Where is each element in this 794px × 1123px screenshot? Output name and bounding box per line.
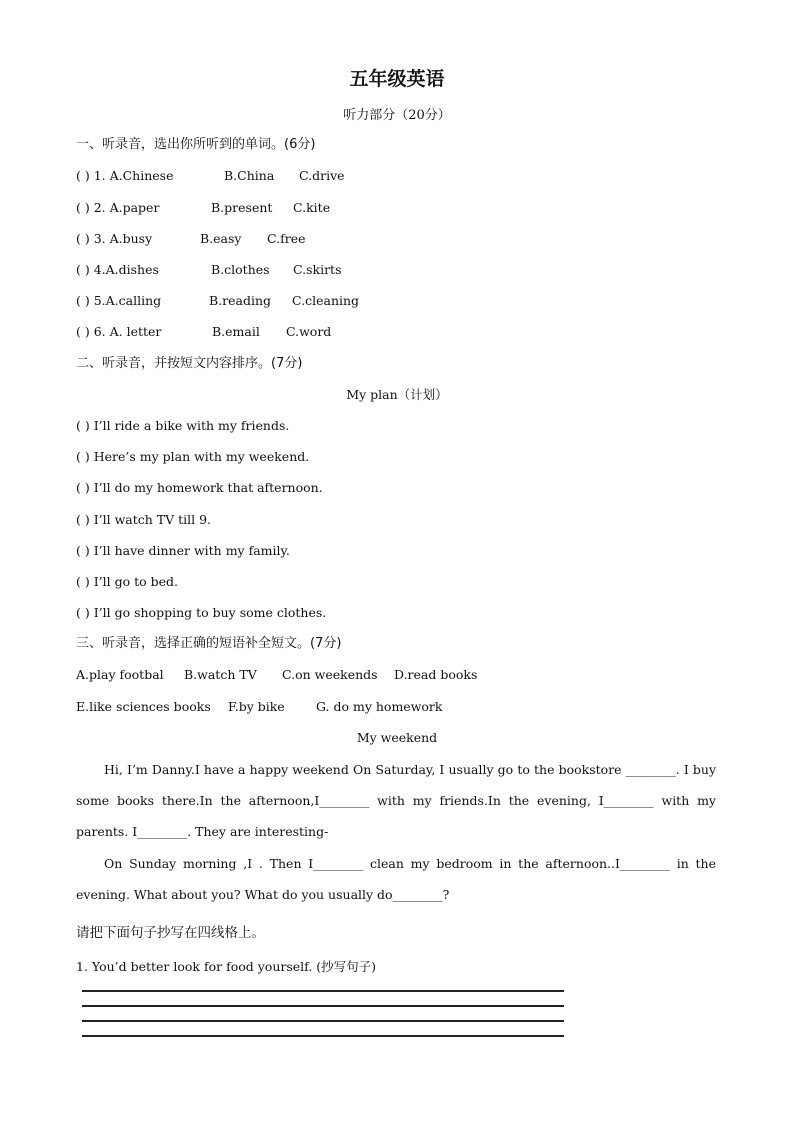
option-c: C.word — [286, 324, 332, 339]
option-c: C.drive — [299, 168, 345, 183]
passage-paragraph-2: On Sunday morning ,I . Then I________ clean my bedroom in the afternoon..I________ in the evening. What about you? What do you usually do________? — [76, 856, 716, 902]
phrase-option: E.like sciences books — [76, 699, 211, 714]
phrase-option: C.on weekends — [282, 667, 378, 682]
ordering-item: ( ) I’ll watch TV till 9. — [76, 512, 212, 527]
section3-heading: 三、听录音，选择正确的短语补全短文。(7分) — [76, 636, 342, 651]
question-number-option-a: ( ) 2. A.paper — [76, 200, 160, 215]
question-row — [76, 231, 306, 247]
grid-line — [82, 1035, 564, 1037]
option-c: C.kite — [293, 200, 331, 215]
option-b: B.easy — [200, 231, 242, 246]
phrase-options-row — [76, 699, 442, 715]
ordering-item: ( ) I’ll do my homework that afternoon. — [76, 480, 323, 495]
phrase-options-row — [76, 667, 477, 683]
section1-heading: 一、听录音，选出你所听到的单词。(6分) — [76, 137, 316, 152]
phrase-option: G. do my homework — [316, 699, 443, 714]
question-number-option-a: ( ) 4.A.dishes — [76, 262, 159, 277]
grid-line — [82, 1005, 564, 1007]
option-c: C.skirts — [293, 262, 342, 277]
ordering-item: ( ) I’ll go shopping to buy some clothes. — [76, 605, 327, 620]
ordering-item: ( ) I’ll ride a bike with my friends. — [76, 418, 290, 433]
phrase-option: B.watch TV — [184, 667, 257, 682]
question-row — [76, 262, 342, 278]
copy-instruction: 请把下面句子抄写在四线格上。 — [76, 925, 265, 941]
phrase-option: D.read books — [394, 667, 478, 682]
grid-line — [82, 1020, 564, 1022]
passage-paragraph-1: Hi, I’m Danny.I have a happy weekend On Saturday, I usually go to the bookstore ________. I buy some books there.In the afternoon,I________ with my friends.In the evening, I________ with my parents. I________. They are interesting- — [76, 762, 716, 839]
question-number-option-a: ( ) 1. A.Chinese — [76, 168, 174, 183]
question-row — [76, 200, 330, 216]
option-b: B.China — [224, 168, 275, 183]
question-row — [76, 168, 345, 184]
section2-heading: 二、听录音，并按短文内容排序。(7分) — [76, 356, 303, 371]
question-number-option-a: ( ) 3. A.busy — [76, 231, 153, 246]
option-b: B.reading — [209, 293, 272, 308]
phrase-option: A.play footbal — [76, 667, 164, 682]
option-b: B.clothes — [211, 262, 270, 277]
option-b: B.present — [211, 200, 273, 215]
phrase-option: F.by bike — [228, 699, 285, 714]
option-c: C.cleaning — [292, 293, 360, 308]
ordering-item: ( ) I’ll have dinner with my family. — [76, 543, 290, 558]
passage-title: My weekend — [356, 730, 438, 745]
copy-sentence: 1. You’d better look for food yourself. (抄写句子) — [76, 959, 377, 974]
question-row — [76, 293, 359, 309]
question-row — [76, 324, 331, 340]
page-title: 五年级英语 — [349, 68, 445, 90]
listening-subtitle: 听力部分（20分） — [343, 108, 451, 123]
ordering-item: ( ) I’ll go to bed. — [76, 574, 178, 589]
question-number-option-a: ( ) 6. A. letter — [76, 324, 162, 339]
ordering-item: ( ) Here’s my plan with my weekend. — [76, 449, 310, 464]
option-c: C.free — [267, 231, 306, 246]
option-b: B.email — [212, 324, 260, 339]
question-number-option-a: ( ) 5.A.calling — [76, 293, 162, 308]
my-plan-title: My plan（计划） — [346, 387, 448, 402]
grid-line — [82, 990, 564, 992]
